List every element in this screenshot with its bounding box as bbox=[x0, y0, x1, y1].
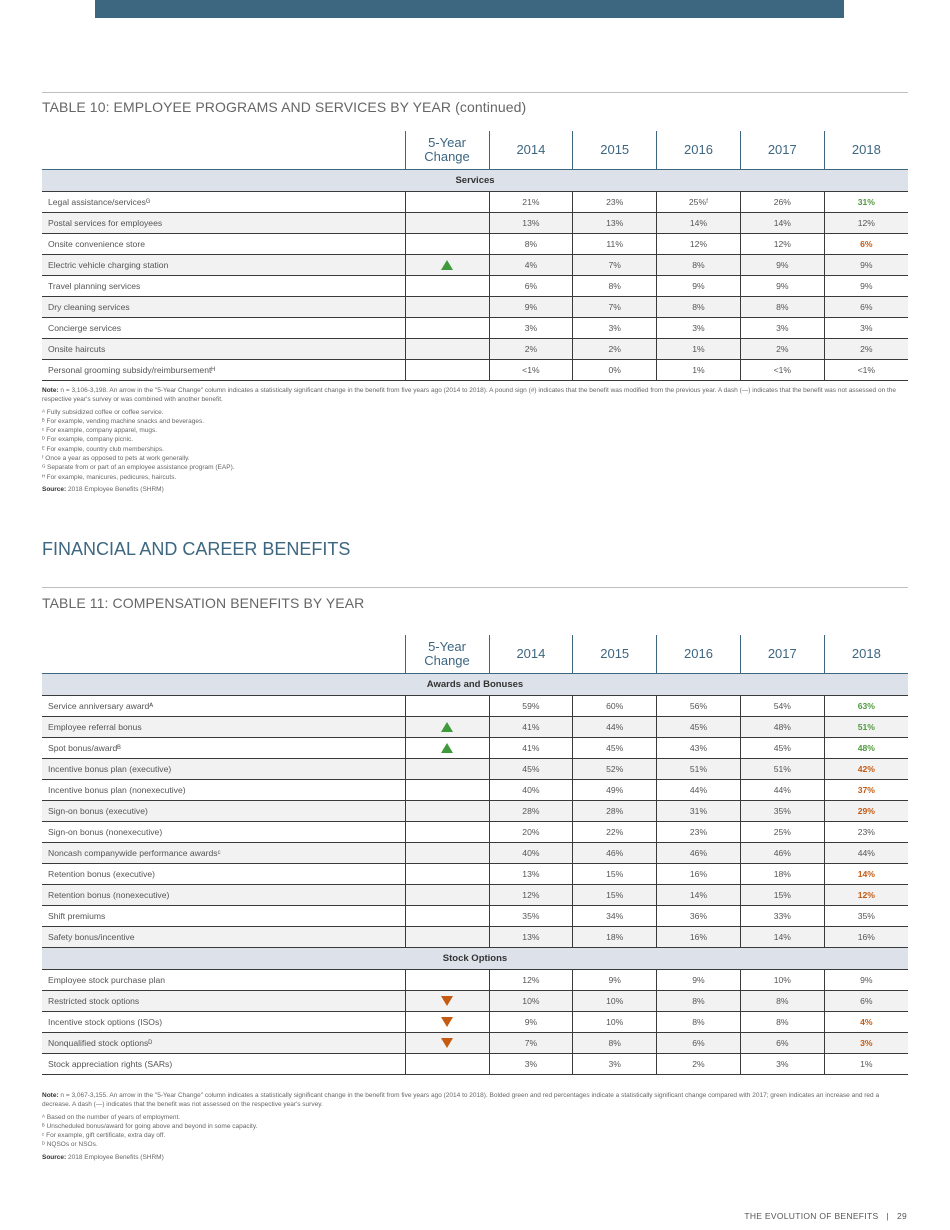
value-cell: 12% bbox=[824, 213, 908, 234]
row-label: Retention bonus (executive) bbox=[42, 864, 405, 885]
value-cell: 51% bbox=[740, 759, 824, 780]
value-cell: 45% bbox=[489, 759, 573, 780]
footnote: ᶜ For example, company apparel, mugs. bbox=[42, 427, 158, 435]
value-cell: 44% bbox=[824, 843, 908, 864]
change-cell bbox=[405, 297, 489, 318]
footnote: ᴰ NQSOs or NSOs. bbox=[42, 1141, 98, 1149]
up-arrow-icon bbox=[441, 260, 453, 270]
table11-notes bbox=[42, 1091, 908, 1162]
value-cell: 63% bbox=[824, 696, 908, 717]
value-cell: 10% bbox=[740, 970, 824, 991]
value-cell: 15% bbox=[740, 885, 824, 906]
section-header: Stock Options bbox=[42, 948, 908, 970]
change-cell bbox=[405, 717, 489, 738]
value-cell: 28% bbox=[573, 801, 657, 822]
table-row bbox=[42, 1054, 908, 1075]
table-row bbox=[42, 297, 908, 318]
table11-title: TABLE 11: COMPENSATION BENEFITS BY YEAR bbox=[42, 595, 365, 611]
header-year: 2014 bbox=[489, 635, 573, 674]
value-cell: 25% bbox=[740, 822, 824, 843]
table-row bbox=[42, 717, 908, 738]
footnote: ᴮ Unscheduled bonus/award for going above and beyond in some capacity. bbox=[42, 1122, 258, 1130]
value-cell: 40% bbox=[489, 780, 573, 801]
header-year: 2016 bbox=[657, 131, 741, 170]
value-cell: 1% bbox=[824, 1054, 908, 1075]
row-label: Legal assistance/servicesᴳ bbox=[42, 192, 405, 213]
table-row bbox=[42, 906, 908, 927]
value-cell: 37% bbox=[824, 780, 908, 801]
value-cell: 46% bbox=[657, 843, 741, 864]
table-row bbox=[42, 822, 908, 843]
table10 bbox=[42, 131, 908, 381]
up-arrow-icon bbox=[441, 722, 453, 732]
change-cell bbox=[405, 234, 489, 255]
value-cell: 1% bbox=[657, 339, 741, 360]
change-cell bbox=[405, 864, 489, 885]
change-cell bbox=[405, 822, 489, 843]
value-cell: 16% bbox=[824, 927, 908, 948]
table-row bbox=[42, 360, 908, 381]
value-cell: 14% bbox=[824, 864, 908, 885]
value-cell: 14% bbox=[740, 927, 824, 948]
table11 bbox=[42, 635, 908, 1075]
table-row bbox=[42, 192, 908, 213]
change-cell bbox=[405, 255, 489, 276]
header-5-year-change: 5-Year Change bbox=[405, 635, 489, 674]
row-label: Shift premiums bbox=[42, 906, 405, 927]
value-cell: 23% bbox=[573, 192, 657, 213]
change-cell bbox=[405, 1033, 489, 1054]
value-cell: 20% bbox=[489, 822, 573, 843]
divider bbox=[42, 587, 908, 588]
footnote: ᴱ For example, country club memberships. bbox=[42, 445, 164, 453]
row-label: Restricted stock options bbox=[42, 991, 405, 1012]
value-cell: 8% bbox=[657, 1012, 741, 1033]
value-cell: 7% bbox=[573, 297, 657, 318]
value-cell: 41% bbox=[489, 717, 573, 738]
up-arrow-icon bbox=[441, 743, 453, 753]
row-label: Concierge services bbox=[42, 318, 405, 339]
value-cell: <1% bbox=[824, 360, 908, 381]
header-year: 2018 bbox=[824, 635, 908, 674]
value-cell: 21% bbox=[489, 192, 573, 213]
row-label: Onsite convenience store bbox=[42, 234, 405, 255]
row-label: Onsite haircuts bbox=[42, 339, 405, 360]
value-cell: 4% bbox=[489, 255, 573, 276]
table-row bbox=[42, 885, 908, 906]
source-text bbox=[42, 485, 908, 494]
value-cell: 16% bbox=[657, 864, 741, 885]
table10-notes bbox=[42, 386, 908, 494]
source-label: Source: bbox=[42, 485, 67, 493]
down-arrow-icon bbox=[441, 1038, 453, 1048]
value-cell: 3% bbox=[573, 1054, 657, 1075]
value-cell: 12% bbox=[657, 234, 741, 255]
change-cell bbox=[405, 276, 489, 297]
value-cell: 4% bbox=[824, 1012, 908, 1033]
value-cell: 14% bbox=[657, 885, 741, 906]
value-cell: 3% bbox=[740, 318, 824, 339]
value-cell: 3% bbox=[657, 318, 741, 339]
row-label: Safety bonus/incentive bbox=[42, 927, 405, 948]
value-cell: 46% bbox=[740, 843, 824, 864]
table-row bbox=[42, 213, 908, 234]
divider bbox=[42, 92, 908, 93]
value-cell: 9% bbox=[824, 255, 908, 276]
footnote: ᴰ For example, company picnic. bbox=[42, 436, 134, 444]
change-cell bbox=[405, 318, 489, 339]
value-cell: 34% bbox=[573, 906, 657, 927]
table-row bbox=[42, 318, 908, 339]
value-cell: 3% bbox=[740, 1054, 824, 1075]
value-cell: 2% bbox=[573, 339, 657, 360]
value-cell: 35% bbox=[489, 906, 573, 927]
value-cell: 9% bbox=[740, 255, 824, 276]
value-cell: 12% bbox=[489, 970, 573, 991]
value-cell: 31% bbox=[657, 801, 741, 822]
value-cell: 42% bbox=[824, 759, 908, 780]
value-cell: 23% bbox=[824, 822, 908, 843]
value-cell: 33% bbox=[740, 906, 824, 927]
value-cell: 9% bbox=[824, 276, 908, 297]
row-label: Electric vehicle charging station bbox=[42, 255, 405, 276]
header-year: 2014 bbox=[489, 131, 573, 170]
change-cell bbox=[405, 1012, 489, 1033]
value-cell: 18% bbox=[573, 927, 657, 948]
value-cell: 25%ᶠ bbox=[657, 192, 741, 213]
value-cell: 59% bbox=[489, 696, 573, 717]
change-cell bbox=[405, 991, 489, 1012]
value-cell: 13% bbox=[573, 213, 657, 234]
value-cell: 41% bbox=[489, 738, 573, 759]
value-cell: 12% bbox=[824, 885, 908, 906]
table-row bbox=[42, 1033, 908, 1054]
change-cell bbox=[405, 843, 489, 864]
footnote: ᶜ For example, gift certificate, extra day off. bbox=[42, 1132, 166, 1140]
row-label: Service anniversary awardᴬ bbox=[42, 696, 405, 717]
change-cell bbox=[405, 927, 489, 948]
header-5-year-change: 5-Year Change bbox=[405, 131, 489, 170]
value-cell: 10% bbox=[573, 991, 657, 1012]
row-label: Retention bonus (nonexecutive) bbox=[42, 885, 405, 906]
value-cell: 52% bbox=[573, 759, 657, 780]
top-banner-bar bbox=[95, 0, 844, 18]
value-cell: 3% bbox=[824, 1033, 908, 1054]
row-label: Employee stock purchase plan bbox=[42, 970, 405, 991]
table-row bbox=[42, 696, 908, 717]
value-cell: 11% bbox=[573, 234, 657, 255]
section-title: FINANCIAL AND CAREER BENEFITS bbox=[42, 539, 351, 559]
note-body: n = 3,106-3,198. An arrow in the "5-Year Change" column indicates a statistically significant change in the benefit from five years ago (2014 to 2018). A pound sign (#) indicates that the benefit was modified from the previous year. A dash (—) indicates that the benefit was not assessed on the respective year's survey or was combined with another benefit. bbox=[42, 387, 897, 404]
change-cell bbox=[405, 906, 489, 927]
change-cell bbox=[405, 801, 489, 822]
value-cell: 8% bbox=[740, 297, 824, 318]
value-cell: 45% bbox=[657, 717, 741, 738]
value-cell: 43% bbox=[657, 738, 741, 759]
table-row bbox=[42, 738, 908, 759]
value-cell: 2% bbox=[489, 339, 573, 360]
source-label: Source: bbox=[42, 1153, 67, 1161]
change-cell bbox=[405, 1054, 489, 1075]
value-cell: 8% bbox=[657, 297, 741, 318]
value-cell: 46% bbox=[573, 843, 657, 864]
row-label: Sign-on bonus (executive) bbox=[42, 801, 405, 822]
value-cell: 15% bbox=[573, 885, 657, 906]
footnote: ᶠ Once a year as opposed to pets at work generally. bbox=[42, 455, 190, 463]
table-row bbox=[42, 759, 908, 780]
value-cell: 9% bbox=[573, 970, 657, 991]
table-row bbox=[42, 1012, 908, 1033]
value-cell: 54% bbox=[740, 696, 824, 717]
value-cell: 60% bbox=[573, 696, 657, 717]
value-cell: 44% bbox=[740, 780, 824, 801]
value-cell: 45% bbox=[573, 738, 657, 759]
change-cell bbox=[405, 780, 489, 801]
row-label: Employee referral bonus bbox=[42, 717, 405, 738]
value-cell: 12% bbox=[489, 885, 573, 906]
value-cell: 35% bbox=[824, 906, 908, 927]
value-cell: 3% bbox=[824, 318, 908, 339]
change-cell bbox=[405, 339, 489, 360]
value-cell: 6% bbox=[489, 276, 573, 297]
row-label: Postal services for employees bbox=[42, 213, 405, 234]
value-cell: 9% bbox=[657, 970, 741, 991]
value-cell: 1% bbox=[657, 360, 741, 381]
value-cell: 51% bbox=[657, 759, 741, 780]
header-year: 2017 bbox=[740, 635, 824, 674]
value-cell: 9% bbox=[489, 297, 573, 318]
footnote: ᴳ Separate from or part of an employee assistance program (EAP). bbox=[42, 464, 235, 472]
change-cell bbox=[405, 213, 489, 234]
value-cell: 9% bbox=[657, 276, 741, 297]
value-cell: 31% bbox=[824, 192, 908, 213]
table-row bbox=[42, 339, 908, 360]
value-cell: 7% bbox=[573, 255, 657, 276]
header-year: 2016 bbox=[657, 635, 741, 674]
value-cell: 10% bbox=[489, 991, 573, 1012]
value-cell: <1% bbox=[489, 360, 573, 381]
page-number: 29 bbox=[896, 1211, 907, 1221]
value-cell: 23% bbox=[657, 822, 741, 843]
note-text bbox=[42, 1091, 908, 1110]
footnote: ᴬ Fully subsidized coffee or coffee service. bbox=[42, 408, 164, 416]
value-cell: 8% bbox=[740, 1012, 824, 1033]
value-cell: 51% bbox=[824, 717, 908, 738]
table-row bbox=[42, 801, 908, 822]
value-cell: 49% bbox=[573, 780, 657, 801]
value-cell: 6% bbox=[824, 234, 908, 255]
value-cell: 0% bbox=[573, 360, 657, 381]
row-label: Sign-on bonus (nonexecutive) bbox=[42, 822, 405, 843]
note-body: n = 3,067-3,155. An arrow in the "5-Year Change" column indicates a statistically significant change in the benefit from five years ago (2014 to 2018). Bolded green and red percentages indicate a statistically significant change compared with 2017; green indicates an increase and red a decrease. A dash (—) indicates that the benefit was not assessed on the respective year's survey. bbox=[42, 1092, 880, 1109]
value-cell: 9% bbox=[740, 276, 824, 297]
note-label: Note: bbox=[42, 387, 59, 394]
section-header: Services bbox=[42, 170, 908, 192]
value-cell: 45% bbox=[740, 738, 824, 759]
header-year: 2018 bbox=[824, 131, 908, 170]
value-cell: 15% bbox=[573, 864, 657, 885]
value-cell: 48% bbox=[824, 738, 908, 759]
table-row bbox=[42, 780, 908, 801]
value-cell: 18% bbox=[740, 864, 824, 885]
value-cell: 9% bbox=[824, 970, 908, 991]
value-cell: 8% bbox=[740, 991, 824, 1012]
value-cell: 6% bbox=[824, 991, 908, 1012]
value-cell: 22% bbox=[573, 822, 657, 843]
table-row bbox=[42, 276, 908, 297]
value-cell: 16% bbox=[657, 927, 741, 948]
value-cell: 13% bbox=[489, 213, 573, 234]
header-blank bbox=[42, 131, 405, 170]
value-cell: 3% bbox=[573, 318, 657, 339]
source-body: 2018 Employee Benefits (SHRM) bbox=[68, 1153, 164, 1161]
value-cell: 9% bbox=[489, 1012, 573, 1033]
row-label: Personal grooming subsidy/reimbursementᴴ bbox=[42, 360, 405, 381]
value-cell: 7% bbox=[489, 1033, 573, 1054]
row-label: Noncash companywide performance awardsᶜ bbox=[42, 843, 405, 864]
page-footer: THE EVOLUTION OF BENEFITS | 29 bbox=[744, 1211, 907, 1221]
value-cell: 28% bbox=[489, 801, 573, 822]
row-label: Stock appreciation rights (SARs) bbox=[42, 1054, 405, 1075]
section-header: Awards and Bonuses bbox=[42, 674, 908, 696]
value-cell: 10% bbox=[573, 1012, 657, 1033]
row-label: Incentive bonus plan (executive) bbox=[42, 759, 405, 780]
row-label: Travel planning services bbox=[42, 276, 405, 297]
value-cell: 12% bbox=[740, 234, 824, 255]
value-cell: 26% bbox=[740, 192, 824, 213]
change-cell bbox=[405, 759, 489, 780]
value-cell: 8% bbox=[657, 991, 741, 1012]
change-cell bbox=[405, 738, 489, 759]
down-arrow-icon bbox=[441, 996, 453, 1006]
value-cell: 14% bbox=[740, 213, 824, 234]
table-row bbox=[42, 234, 908, 255]
row-label: Spot bonus/awardᴮ bbox=[42, 738, 405, 759]
value-cell: 48% bbox=[740, 717, 824, 738]
value-cell: 2% bbox=[824, 339, 908, 360]
table-row bbox=[42, 864, 908, 885]
value-cell: 6% bbox=[824, 297, 908, 318]
value-cell: <1% bbox=[740, 360, 824, 381]
value-cell: 2% bbox=[740, 339, 824, 360]
header-year: 2015 bbox=[573, 131, 657, 170]
publication-name: THE EVOLUTION OF BENEFITS bbox=[744, 1211, 879, 1221]
row-label: Incentive bonus plan (nonexecutive) bbox=[42, 780, 405, 801]
value-cell: 14% bbox=[657, 213, 741, 234]
value-cell: 40% bbox=[489, 843, 573, 864]
header-year: 2015 bbox=[573, 635, 657, 674]
value-cell: 13% bbox=[489, 927, 573, 948]
value-cell: 8% bbox=[657, 255, 741, 276]
section-row bbox=[42, 170, 908, 192]
row-label: Nonqualified stock optionsᴰ bbox=[42, 1033, 405, 1054]
section-row bbox=[42, 674, 908, 696]
change-cell bbox=[405, 360, 489, 381]
note-text bbox=[42, 386, 908, 405]
table-row bbox=[42, 927, 908, 948]
source-text bbox=[42, 1153, 908, 1162]
value-cell: 35% bbox=[740, 801, 824, 822]
value-cell: 8% bbox=[573, 276, 657, 297]
value-cell: 8% bbox=[573, 1033, 657, 1054]
value-cell: 8% bbox=[489, 234, 573, 255]
change-cell bbox=[405, 192, 489, 213]
header-year: 2017 bbox=[740, 131, 824, 170]
table-row bbox=[42, 843, 908, 864]
value-cell: 44% bbox=[657, 780, 741, 801]
change-cell bbox=[405, 696, 489, 717]
value-cell: 44% bbox=[573, 717, 657, 738]
note-label: Note: bbox=[42, 1092, 59, 1099]
row-label: Dry cleaning services bbox=[42, 297, 405, 318]
footnote: ᴬ Based on the number of years of employment. bbox=[42, 1113, 181, 1121]
value-cell: 6% bbox=[657, 1033, 741, 1054]
footnote: ᴮ For example, vending machine snacks and beverages. bbox=[42, 417, 205, 425]
footnote: ᴴ For example, manicures, pedicures, haircuts. bbox=[42, 473, 177, 481]
value-cell: 56% bbox=[657, 696, 741, 717]
section-row bbox=[42, 948, 908, 970]
table-row bbox=[42, 970, 908, 991]
header-blank bbox=[42, 635, 405, 674]
value-cell: 29% bbox=[824, 801, 908, 822]
down-arrow-icon bbox=[441, 1017, 453, 1027]
value-cell: 36% bbox=[657, 906, 741, 927]
table-row bbox=[42, 991, 908, 1012]
table10-title: TABLE 10: EMPLOYEE PROGRAMS AND SERVICES BY YEAR (continued) bbox=[42, 99, 527, 115]
value-cell: 6% bbox=[740, 1033, 824, 1054]
change-cell bbox=[405, 885, 489, 906]
change-cell bbox=[405, 970, 489, 991]
table-row bbox=[42, 255, 908, 276]
value-cell: 3% bbox=[489, 1054, 573, 1075]
row-label: Incentive stock options (ISOs) bbox=[42, 1012, 405, 1033]
source-body: 2018 Employee Benefits (SHRM) bbox=[68, 485, 164, 493]
value-cell: 3% bbox=[489, 318, 573, 339]
value-cell: 13% bbox=[489, 864, 573, 885]
value-cell: 2% bbox=[657, 1054, 741, 1075]
